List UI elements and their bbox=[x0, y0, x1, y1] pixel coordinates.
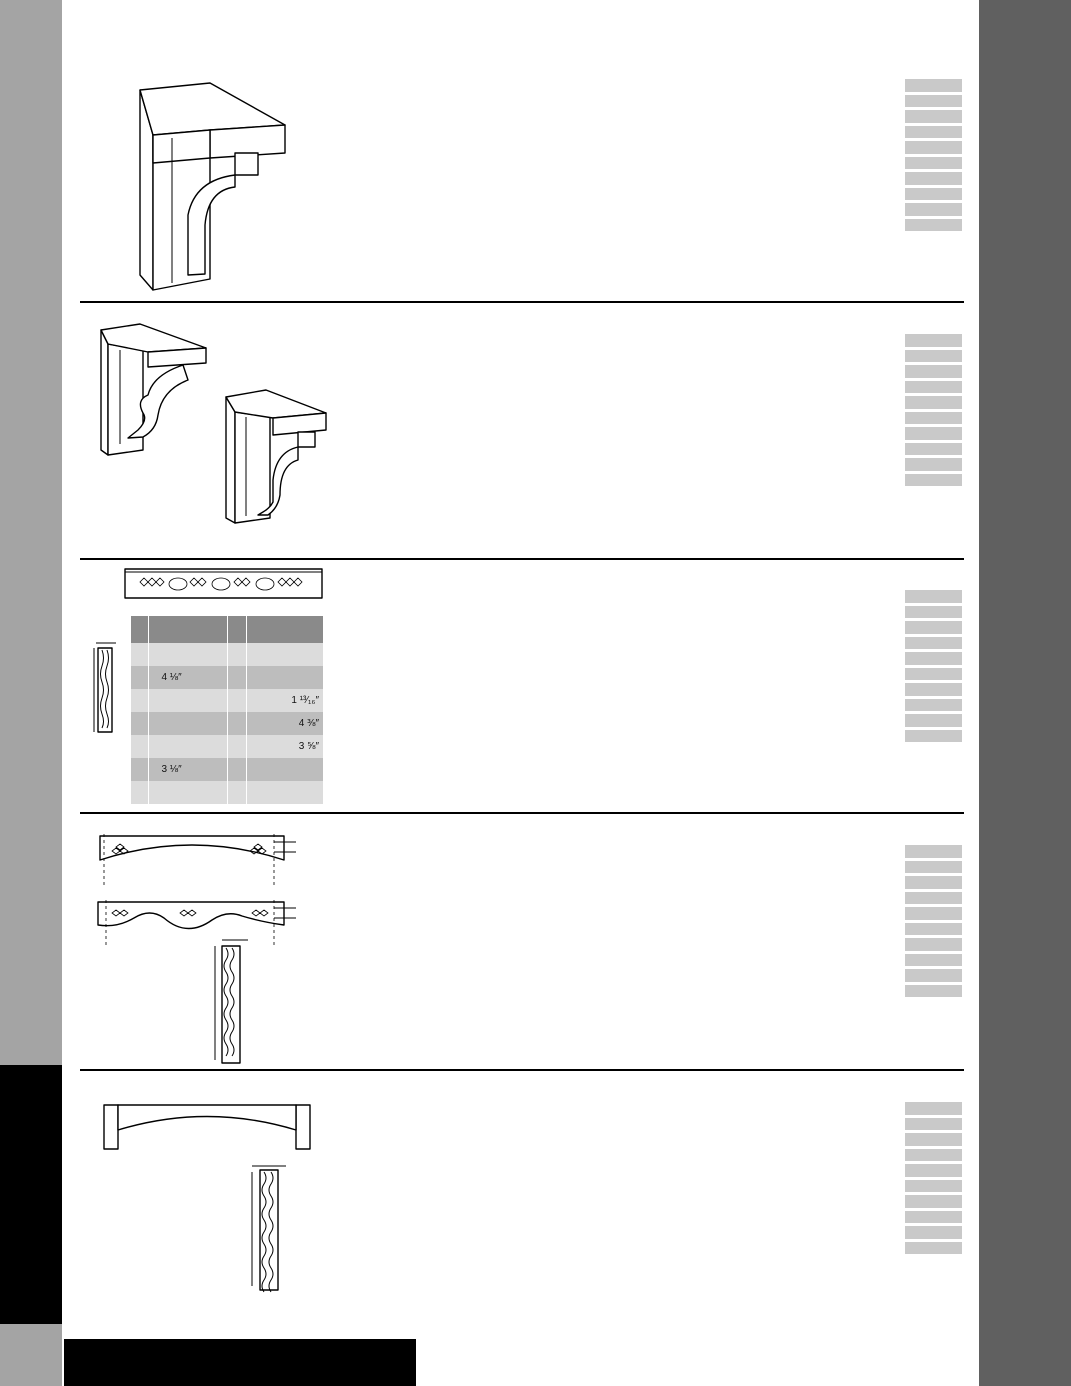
table-cell bbox=[228, 781, 247, 804]
plain-arch-valance-drawing bbox=[100, 1100, 320, 1295]
footer-bar bbox=[64, 1339, 416, 1386]
corbel-large-drawing bbox=[130, 75, 300, 295]
table-cell bbox=[131, 712, 149, 735]
table-cell bbox=[228, 758, 247, 781]
table-cell bbox=[149, 781, 228, 804]
table-cell bbox=[131, 735, 149, 758]
section-divider bbox=[80, 301, 964, 303]
section-tab bbox=[0, 1065, 62, 1324]
table-cell bbox=[149, 689, 228, 712]
table-cell bbox=[149, 735, 228, 758]
table-row bbox=[131, 781, 323, 804]
section-divider bbox=[80, 558, 964, 560]
table-cell bbox=[131, 758, 149, 781]
table-cell bbox=[131, 689, 149, 712]
table-cell bbox=[228, 643, 247, 666]
spec-table bbox=[131, 616, 323, 804]
table-cell: 4 ⅛″ bbox=[149, 666, 228, 689]
table-cell: 3 ⅝″ bbox=[247, 735, 323, 758]
table-cell bbox=[247, 781, 323, 804]
table-cell: 4 ⅜″ bbox=[247, 712, 323, 735]
table-cell bbox=[228, 689, 247, 712]
finish-swatch-column bbox=[905, 590, 962, 745]
table-row bbox=[131, 643, 323, 666]
finish-swatch-column bbox=[905, 1102, 962, 1257]
table-cell bbox=[131, 643, 149, 666]
table-row bbox=[131, 689, 323, 712]
section-divider bbox=[80, 812, 964, 814]
table-cell bbox=[149, 712, 228, 735]
valance-profile-drawing bbox=[88, 640, 128, 735]
finish-swatch-column bbox=[905, 79, 962, 234]
table-cell bbox=[228, 735, 247, 758]
table-cell: 3 ⅛″ bbox=[149, 758, 228, 781]
pierced-valance-drawing bbox=[124, 568, 324, 600]
table-cell bbox=[131, 666, 149, 689]
right-margin-strip bbox=[979, 0, 1071, 1386]
table-row bbox=[131, 666, 323, 689]
table-cell bbox=[247, 643, 323, 666]
table-cell bbox=[247, 758, 323, 781]
table-row bbox=[131, 735, 323, 758]
table-cell bbox=[228, 712, 247, 735]
table-cell bbox=[247, 666, 323, 689]
table-cell bbox=[228, 666, 247, 689]
arched-valances-drawing bbox=[92, 830, 302, 1070]
corbel-pair-drawing bbox=[98, 320, 338, 525]
table-cell bbox=[149, 643, 228, 666]
table-cell: 1 ¹³⁄₁₆″ bbox=[247, 689, 323, 712]
table-row bbox=[131, 758, 323, 781]
table-row bbox=[131, 712, 323, 735]
finish-swatch-column bbox=[905, 845, 962, 1000]
table-cell bbox=[131, 781, 149, 804]
finish-swatch-column bbox=[905, 334, 962, 489]
